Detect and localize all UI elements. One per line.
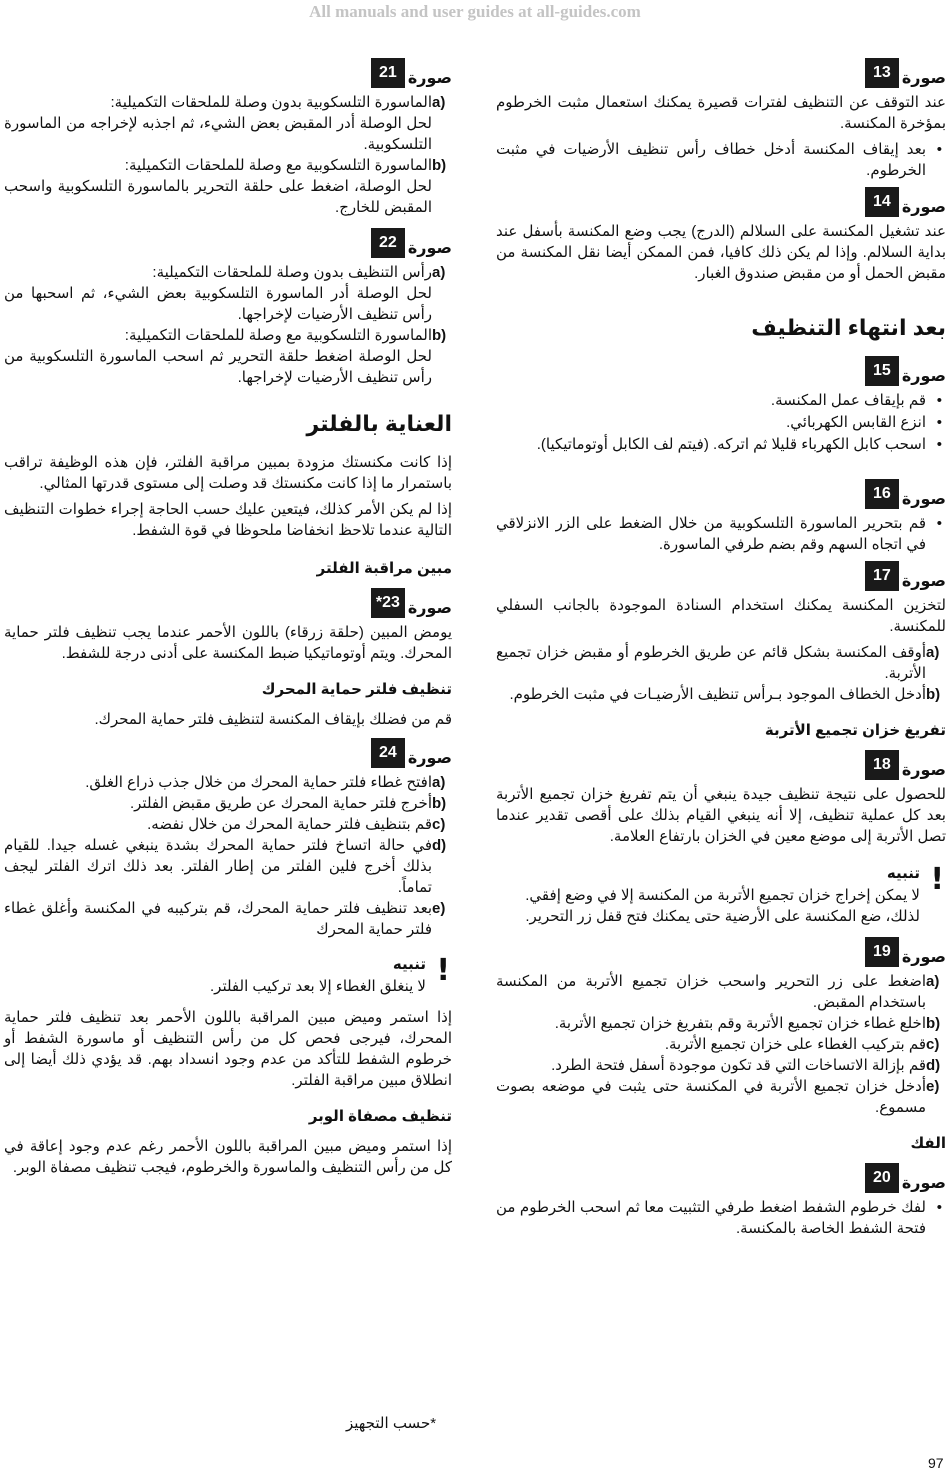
bullets-15 [496, 390, 946, 455]
paragraph-filter-2: إذا لم يكن الأمر كذلك، فيتعين عليك حسب الحاجة إجراء خطوات التنظيف التالية عندما تلاحظ انخفاضا ملحوظا في قوة الشفط. [4, 501, 452, 539]
bullet-item: • لفك خرطوم الشفط اضغط طرفي التثبيت معا ثم اسحب الخرطوم من فتحة الشفط الخاصة بالمكنسة. [496, 1197, 946, 1239]
paragraph-after-warning: إذا استمر وميض مبين المراقبة باللون الأحمر بعد تنظيف فلتر حماية المحرك، فيرجى فحص كل من رأس التنظيف أو ماسورة الشفط أو خرطوم الشفط للتأكد من عدم وجود انسداد بهم. قد يؤدي ذلك أيضا إلى انطلاق مبين مراقبة الفلتر. [4, 1009, 452, 1089]
figure-24-label [4, 738, 452, 768]
figure-14-label [496, 187, 946, 217]
step-row: a) رأس التنظيف بدون وصلة للملحقات التكميلية: [152, 264, 446, 281]
step-row: لحل الوصلة أدر الماسورة التلسكوبية بعض الشيء، ثم اسحبها من رأس تنظيف الأرضيات لإخراجها. [4, 285, 432, 323]
heading-filter-indicator: مبين مراقبة الفلتر [316, 560, 452, 577]
paragraph-14: عند تشغيل المكنسة على السلالم (الدرج) يجب وضع المكنسة بأسفل عند بداية السلالم. وإذا لم يكن ذلك كافيا، فمن الممكن أيضا نقل المكنسة من مقبض الحمل أو من مقبض صندوق الغبار. [496, 223, 946, 282]
step-row: b) أخرج فلتر حماية المحرك عن طريق مقبض الفلتر. [129, 795, 447, 812]
figure-17-label [496, 561, 946, 591]
figure-number-19: 19 [865, 937, 899, 967]
step-row: e) بعد تنظيف فلتر حماية المحرك، قم بتركيبه في المكنسة وأغلق غطاء فلتر حماية المحرك [4, 900, 446, 938]
step-row: لحل الوصلة، اضغط على حلقة التحرير بالماسورة التلسكوبية واسحب المقبض للخارج. [4, 178, 432, 216]
figure-number-22: 22 [371, 228, 405, 258]
figure-number-15: 15 [865, 356, 899, 386]
exclamation-icon: ! [930, 862, 944, 897]
heading-lint-filter: تنظيف مصفاة الوبر [308, 1108, 452, 1125]
figure-20-label [496, 1163, 946, 1193]
figure-number-20: 20 [865, 1163, 899, 1193]
bullets-13 [496, 139, 946, 181]
step-row: b) اخلع غطاء خزان تجميع الأتربة وقم بتفريغ خزان تجميع الأتربة. [554, 1015, 941, 1032]
heading-motor-filter: تنظيف فلتر حماية المحرك [261, 681, 452, 698]
warning-title: تنبيه [886, 865, 920, 882]
figure-13-label [496, 58, 946, 88]
paragraph-filter-1: إذا كانت مكنستك مزودة بمبين مراقبة الفلتر، فإن هذه الوظيفة تراقب باستمرار ما إذا كانت مكنستك قد وصلت إلى مستوى قدرتها المثالي. [4, 454, 452, 492]
figure-word: صورة [901, 573, 946, 590]
step-row: لحل الوصلة اضغط حلقة التحرير ثم اسحب الماسورة التلسكوبية من رأس تنظيف الأرضيات لإخراجها. [4, 348, 432, 386]
heading-filter-care: العناية بالفلتر [306, 411, 452, 436]
step-row: a) اضغط على زر التحرير واسحب خزان تجميع الأتربة من المكنسة باستخدام المقبض. [496, 973, 940, 1011]
heading-disassembly: الفك [910, 1135, 946, 1152]
figure-word: صورة [901, 1175, 946, 1192]
figure-16-label [496, 479, 946, 509]
figure-number-24: 24 [371, 738, 405, 768]
warning-text: لا يمكن إخراج خزان تجميع الأتربة من المكنسة إلا في وضع إفقي. لذلك، ضع المكنسة على الأرضية حتى يمكنك فتح قفل زر التحرير. [525, 887, 920, 925]
step-row: لحل الوصلة أدر المقبض بعض الشيء، ثم اجذبه لإخراجه من الماسورة التلسكوبية. [4, 115, 432, 153]
figure-15-label [496, 356, 946, 386]
figure-word: صورة [407, 70, 452, 87]
bullet-item: • اسحب كابل الكهرباء قليلا ثم اتركه. (فيتم لف الكابل أوتوماتيكيا). [496, 434, 946, 455]
bullet-item: • انزع القابس الكهربائي. [496, 412, 946, 433]
steps-19 [496, 971, 946, 1118]
bullet-item: • بعد إيقاف المكنسة أدخل خطاف رأس تنظيف الأرضيات في مثبت الخرطوم. [496, 139, 946, 181]
figure-number-18: 18 [865, 750, 899, 780]
heading-after-cleaning: بعد انتهاء التنظيف [751, 315, 946, 340]
bullet-item: • قم بتحرير الماسورة التلسكوبية من خلال الضغط على الزر الانزلاقي في اتجاه السهم وقم بضم طرفي الماسورة. [496, 513, 946, 555]
step-row: c) قم بتنظيف فلتر حماية المحرك من خلال نفضه. [147, 816, 446, 833]
figure-23-label [4, 588, 452, 618]
figure-number-23: 23* [371, 588, 405, 618]
watermark: All manuals and user guides at all-guides.com [309, 2, 641, 21]
step-row: b) أدخل الخطاف الموجود بـرأس تنظيف الأرضيـات في مثبت الخرطوم. [509, 686, 941, 703]
warning-title: تنبيه [392, 956, 426, 973]
figure-22-label [4, 228, 452, 258]
warning-box [496, 863, 946, 927]
steps-21 [4, 92, 452, 218]
step-row: d) في حالة اتساخ فلتر حماية المحرك بشدة ينبغي غسله جيدا. للقيام بذلك أخرج فلين الفلتر من إطار الفلتر. بعد ذلك اترك الفلتر ليجف تماماً. [4, 837, 447, 896]
step-row: d) قم بإزالة الاتساخات التي قد تكون موجودة أسفل فتحة الطرد. [551, 1057, 941, 1074]
steps-22 [4, 262, 452, 388]
figure-number-21: 21 [371, 58, 405, 88]
paragraph-motor: قم من فضلك بإيقاف المكنسة لتنظيف فلتر حماية المحرك. [94, 711, 452, 728]
warning-box [4, 954, 452, 997]
figure-word: صورة [407, 240, 452, 257]
step-row: a) أوقف المكنسة بشكل قائم عن طريق الخرطوم أو مقبض خزان تجميع الأتربة. [496, 644, 940, 682]
step-row: a) الماسورة التلسكوبية بدون وصلة للملحقات التكميلية: [110, 94, 446, 111]
left-column [4, 58, 452, 1183]
warning-text: لا ينغلق الغطاء إلا بعد تركيب الفلتر. [210, 978, 426, 995]
step-row: e) أدخل خزان تجميع الأتربة في المكنسة حتى يثبت في موضعه بصوت مسموع. [496, 1078, 940, 1116]
figure-21-label [4, 58, 452, 88]
step-row: a) افتح غطاء فلتر حماية المحرك من خلال جذب ذراع الغلق. [85, 774, 446, 791]
paragraph-23: يومض المبين (حلقة زرقاء) باللون الأحمر عندما يجب تنظيف فلتر حماية المحرك. ويتم أوتوماتيكيا ضبط المكنسة على أدنى درجة للشفط. [4, 624, 452, 662]
figure-number-16: 16 [865, 479, 899, 509]
figure-18-label [496, 750, 946, 780]
figure-number-14: 14 [865, 187, 899, 217]
figure-word: صورة [901, 949, 946, 966]
paragraph-lint: إذا استمر وميض مبين المراقبة باللون الأحمر رغم عدم وجود إعاقة في كل من رأس التنظيف والماسورة والخرطوم، فيجب تنظيف مصفاة الوبر. [4, 1138, 452, 1176]
step-row: c) قم بتركيب الغطاء على خزان تجميع الأتربة. [664, 1036, 940, 1053]
footnote: *حسب التجهيز [346, 1415, 437, 1432]
figure-number-17: 17 [865, 561, 899, 591]
page-number: 97 [928, 1455, 944, 1471]
paragraph-13: عند التوقف عن التنظيف لفترات قصيرة يمكنك استعمال مثبت الخرطوم بمؤخرة المكنسة. [496, 94, 946, 132]
figure-word: صورة [901, 491, 946, 508]
steps-24 [4, 772, 452, 940]
figure-word: صورة [407, 750, 452, 767]
exclamation-icon: ! [436, 953, 450, 988]
figure-19-label [496, 937, 946, 967]
step-row: b) الماسورة التلسكوبية مع وصلة للملحقات التكميلية: [124, 327, 447, 344]
figure-number-13: 13 [865, 58, 899, 88]
figure-word: صورة [901, 70, 946, 87]
paragraph-18: للحصول على نتيجة تنظيف جيدة ينبغي أن يتم تفريغ خزان تجميع الأتربة بعد كل عملية تنظيف، إلا أنه ينبغي القيام بذلك على أقصى تقدير عندما تصل الأتربة إلى موضع معين في الخزان بارتفاع العلامة. [496, 786, 946, 845]
bullets-20 [496, 1197, 946, 1239]
bullets-16 [496, 513, 946, 555]
figure-word: صورة [901, 199, 946, 216]
bullet-item: • قم بإيقاف عمل المكنسة. [496, 390, 946, 411]
right-column [496, 58, 946, 1245]
paragraph-17: لتخزين المكنسة يمكنك استخدام السنادة الموجودة بالجانب السفلي للمكنسة. [496, 597, 946, 635]
steps-17 [496, 642, 946, 705]
figure-word: صورة [901, 368, 946, 385]
step-row: b) الماسورة التلسكوبية مع وصلة للملحقات التكميلية: [124, 157, 447, 174]
heading-empty-container: تفريغ خزان تجميع الأتربة [764, 722, 946, 739]
figure-word: صورة [901, 762, 946, 779]
figure-word: صورة [407, 600, 452, 617]
